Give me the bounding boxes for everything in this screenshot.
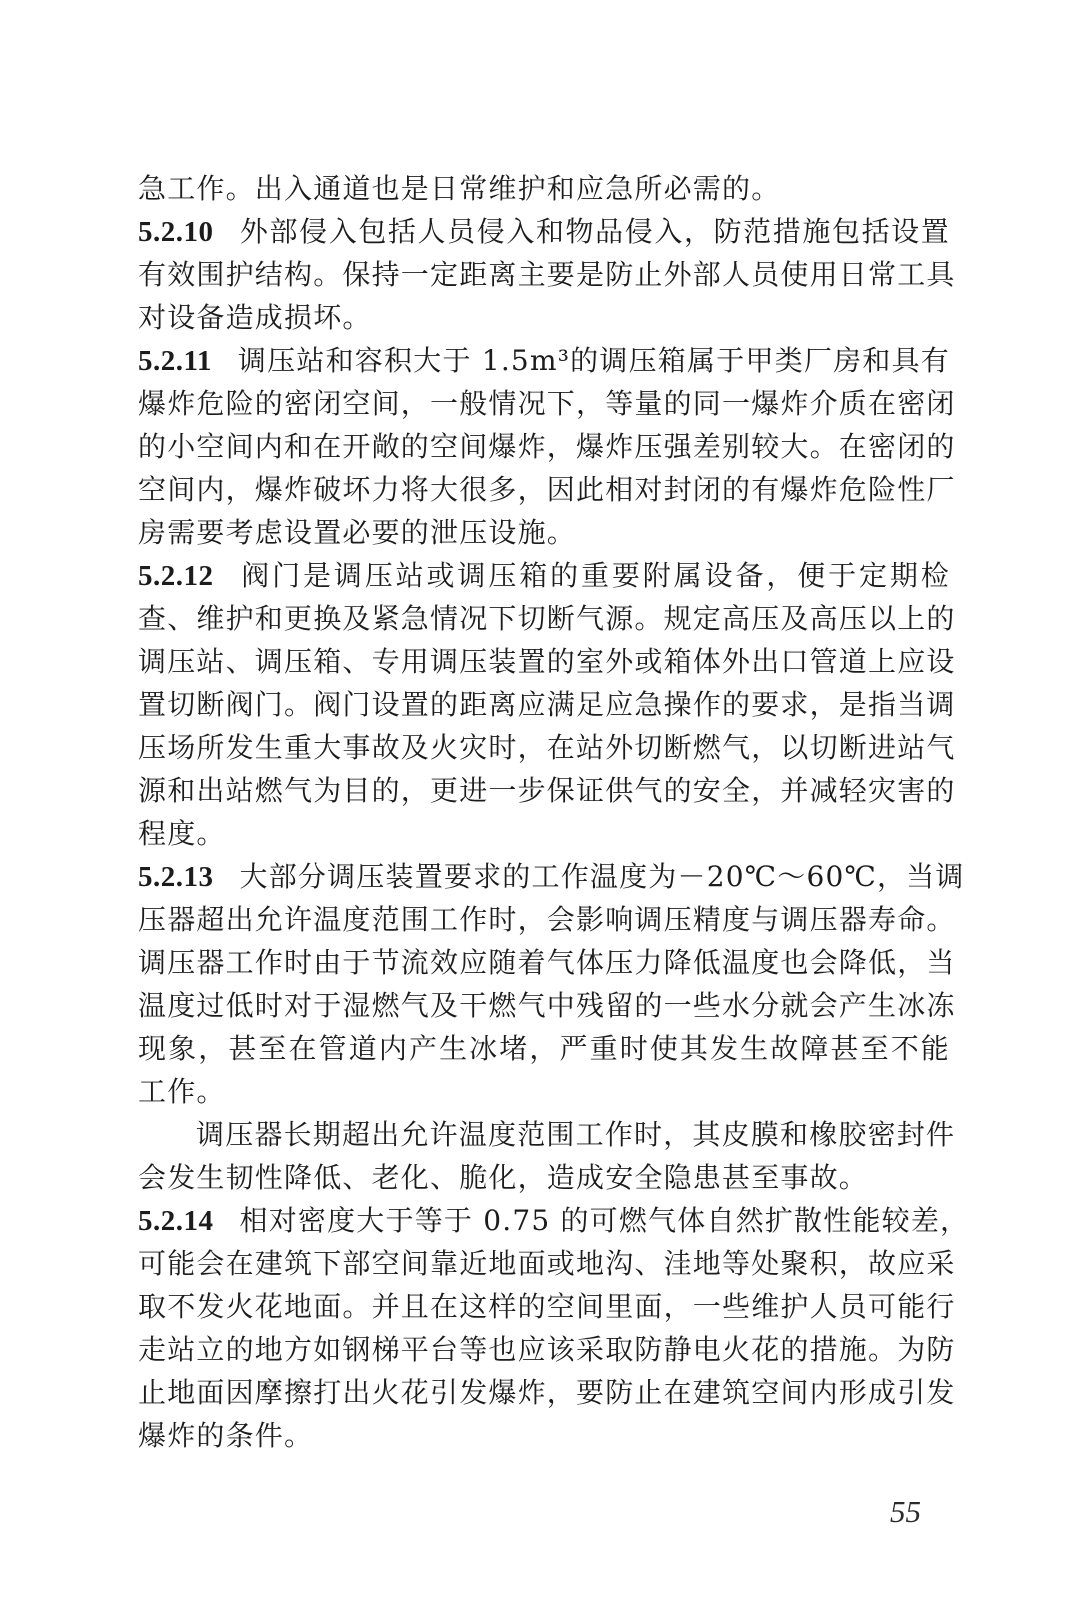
line-text: 对设备造成损坏。: [138, 301, 372, 334]
text-line: [138, 1414, 950, 1457]
line-text: 源和出站燃气为目的，更进一步保证供气的安全，并减轻灾害的: [138, 774, 956, 807]
line-text: 相对密度大于等于 0.75 的可燃气体自然扩散性能较差，: [239, 1204, 970, 1237]
line-text: 房需要考虑设置必要的泄压设施。: [138, 516, 577, 549]
line-text: 空间内，爆炸破坏力将大很多，因此相对封闭的有爆炸危险性厂: [138, 473, 956, 506]
text-line: [138, 941, 956, 984]
text-line: [138, 1371, 956, 1414]
clause-number: 5.2.12: [138, 560, 214, 592]
text-line: [138, 640, 956, 683]
text-line: [138, 726, 956, 769]
line-text: 会发生韧性降低、老化、脆化，造成安全隐患甚至事故。: [138, 1161, 869, 1194]
line-text: 工作。: [138, 1075, 226, 1108]
line-text: 走站立的地方如钢梯平台等也应该采取防静电火花的措施。为防: [138, 1333, 956, 1366]
document-body: [138, 167, 970, 1457]
text-line: [138, 1328, 956, 1371]
line-text: 调压站、调压箱、专用调压装置的室外或箱体外出口管道上应设: [138, 645, 956, 678]
clause-line: [138, 339, 950, 382]
clause-number: 5.2.10: [138, 216, 214, 248]
clause-line: [138, 855, 965, 898]
line-text: 的小空间内和在开敞的空间爆炸，爆炸压强差别较大。在密闭的: [138, 430, 956, 463]
clause-line: [138, 1199, 970, 1242]
clause-line: [138, 210, 950, 253]
clause-number: 5.2.14: [138, 1205, 214, 1237]
text-line: [138, 1242, 956, 1285]
line-text: 调压站和容积大于 1.5m³的调压箱属于甲类厂房和具有: [237, 344, 950, 377]
line-text: 现象，甚至在管道内产生冰堵，严重时使其发生故障甚至不能: [138, 1032, 950, 1065]
text-line: [138, 1156, 950, 1199]
line-text: 爆炸危险的密闭空间，一般情况下，等量的同一爆炸介质在密闭: [138, 387, 956, 420]
line-text: 大部分调压装置要求的工作温度为－20℃～60℃，当调: [239, 860, 965, 893]
text-line: [138, 683, 956, 726]
line-text: 压场所发生重大事故及火灾时，在站外切断燃气，以切断进站气: [138, 731, 956, 764]
text-line: [138, 167, 950, 210]
line-text: 外部侵入包括人员侵入和物品侵入，防范措施包括设置: [239, 215, 950, 248]
page-number: 55: [890, 1494, 921, 1529]
line-text: 温度过低时对于湿燃气及干燃气中残留的一些水分就会产生冰冻: [138, 989, 956, 1022]
line-text: 止地面因摩擦打出火花引发爆炸，要防止在建筑空间内形成引发: [138, 1376, 956, 1409]
line-text: 急工作。出入通道也是日常维护和应急所必需的。: [138, 172, 781, 205]
clause-number: 5.2.13: [138, 861, 214, 893]
line-text: 取不发火花地面。并且在这样的空间里面，一些维护人员可能行: [138, 1290, 956, 1323]
line-text: 调压器工作时由于节流效应随着气体压力降低温度也会降低，当: [138, 946, 956, 979]
line-text: 置切断阀门。阀门设置的距离应满足应急操作的要求，是指当调: [138, 688, 956, 721]
clause-number: 5.2.11: [138, 345, 212, 377]
text-line: [138, 253, 956, 296]
text-line: [138, 1027, 950, 1070]
text-line: [138, 511, 950, 554]
line-text: 有效围护结构。保持一定距离主要是防止外部人员使用日常工具: [138, 258, 956, 291]
text-line: [138, 1113, 956, 1156]
text-line: [138, 769, 956, 812]
line-text: 查、维护和更换及紧急情况下切断气源。规定高压及高压以上的: [138, 602, 956, 635]
text-line: [138, 1070, 950, 1113]
line-text: 调压器长期超出允许温度范围工作时，其皮膜和橡胶密封件: [196, 1118, 956, 1151]
text-line: [138, 812, 950, 855]
text-line: [138, 597, 956, 640]
text-line: [138, 468, 956, 511]
line-text: 阀门是调压站或调压箱的重要附属设备，便于定期检: [239, 559, 950, 592]
line-text: 可能会在建筑下部空间靠近地面或地沟、洼地等处聚积，故应采: [138, 1247, 956, 1280]
text-line: [138, 898, 956, 941]
line-text: 压器超出允许温度范围工作时，会影响调压精度与调压器寿命。: [138, 903, 956, 936]
line-text: 爆炸的条件。: [138, 1419, 314, 1452]
clause-line: [138, 554, 950, 597]
line-text: 程度。: [138, 817, 226, 850]
text-line: [138, 382, 956, 425]
text-line: [138, 296, 950, 339]
text-line: [138, 425, 956, 468]
text-line: [138, 984, 956, 1027]
text-line: [138, 1285, 956, 1328]
